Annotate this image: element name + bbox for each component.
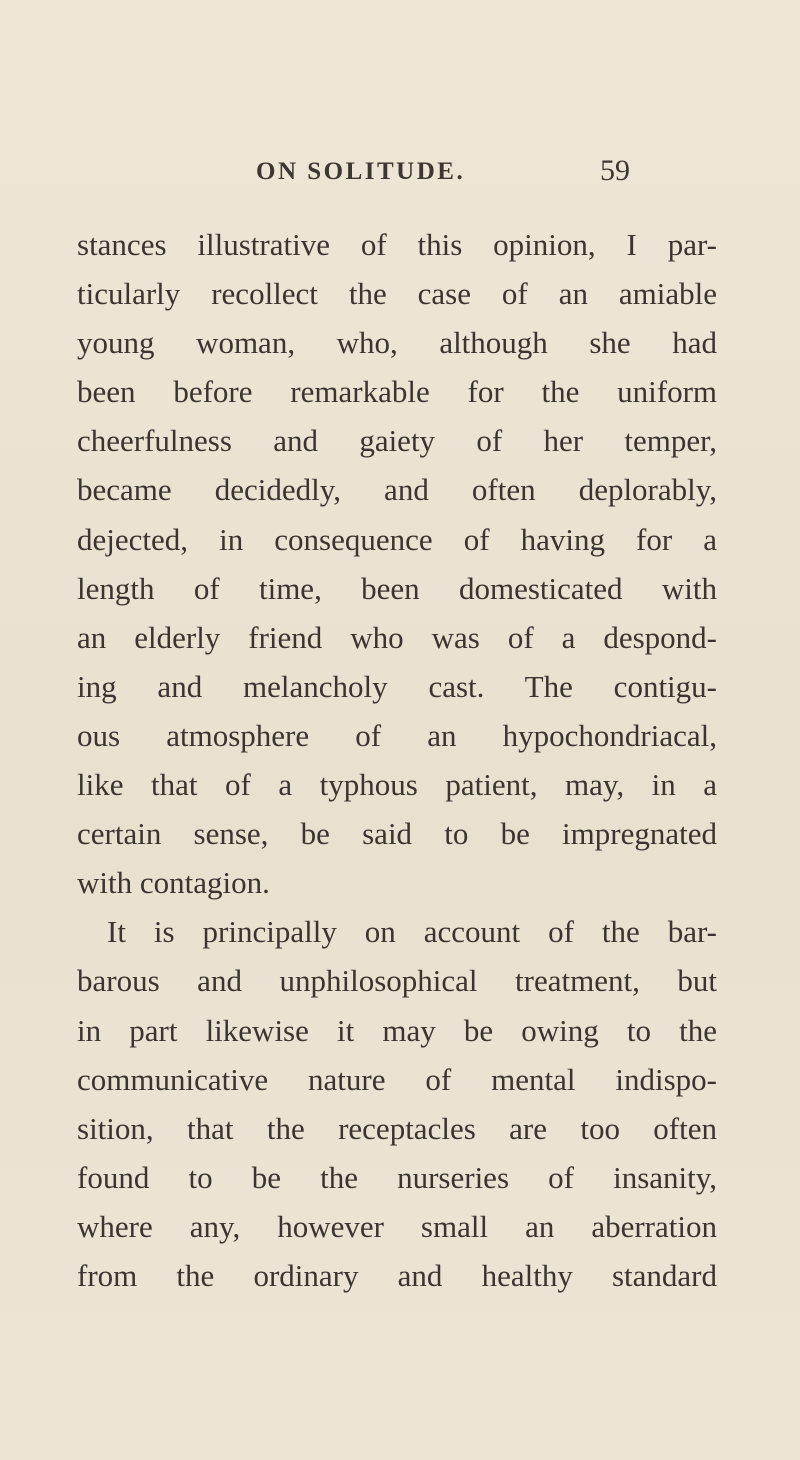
text-line: stances illustrative of this opinion, I par- <box>77 227 717 262</box>
text-line: been before remarkable for the uniform <box>77 374 717 410</box>
text-line: cheerfulness and gaiety of her temper, <box>77 423 717 459</box>
text-line: barous and unphilosophical treatment, but <box>77 963 717 999</box>
paragraph-end-line: with contagion. <box>77 865 270 901</box>
text-line: dejected, in consequence of having for a <box>77 521 717 557</box>
text-line: an elderly friend who was of a despond- <box>77 619 717 655</box>
text-line: like that of a typhous patient, may, in a <box>77 767 717 803</box>
text-line: ous atmosphere of an hypochondriacal, <box>77 717 717 753</box>
text-line: ing and melancholy cast. The contigu- <box>77 668 717 704</box>
text-line: in part likewise it may be owing to the <box>77 1012 717 1048</box>
body-text <box>77 220 717 1300</box>
text-line: from the ordinary and healthy standard <box>77 1257 717 1293</box>
chapter-title: ON SOLITUDE. <box>256 158 466 185</box>
text-line: certain sense, be said to be impregnated <box>77 816 717 852</box>
text-line: young woman, who, although she had <box>77 325 717 361</box>
text-line: ticularly recollect the case of an amiable <box>77 276 717 312</box>
paragraph-start-line: It is principally on account of the bar- <box>107 914 717 950</box>
text-line: communicative nature of mental indispo- <box>77 1061 717 1097</box>
page-number: 59 <box>600 154 630 187</box>
text-line: where any, however small an aberration <box>77 1208 717 1244</box>
text-line: sition, that the receptacles are too often <box>77 1110 717 1146</box>
text-line: became decidedly, and often deplorably, <box>77 472 717 508</box>
text-line: length of time, been domesticated with <box>77 570 717 606</box>
running-header <box>0 152 800 192</box>
text-line: found to be the nurseries of insanity, <box>77 1159 717 1195</box>
